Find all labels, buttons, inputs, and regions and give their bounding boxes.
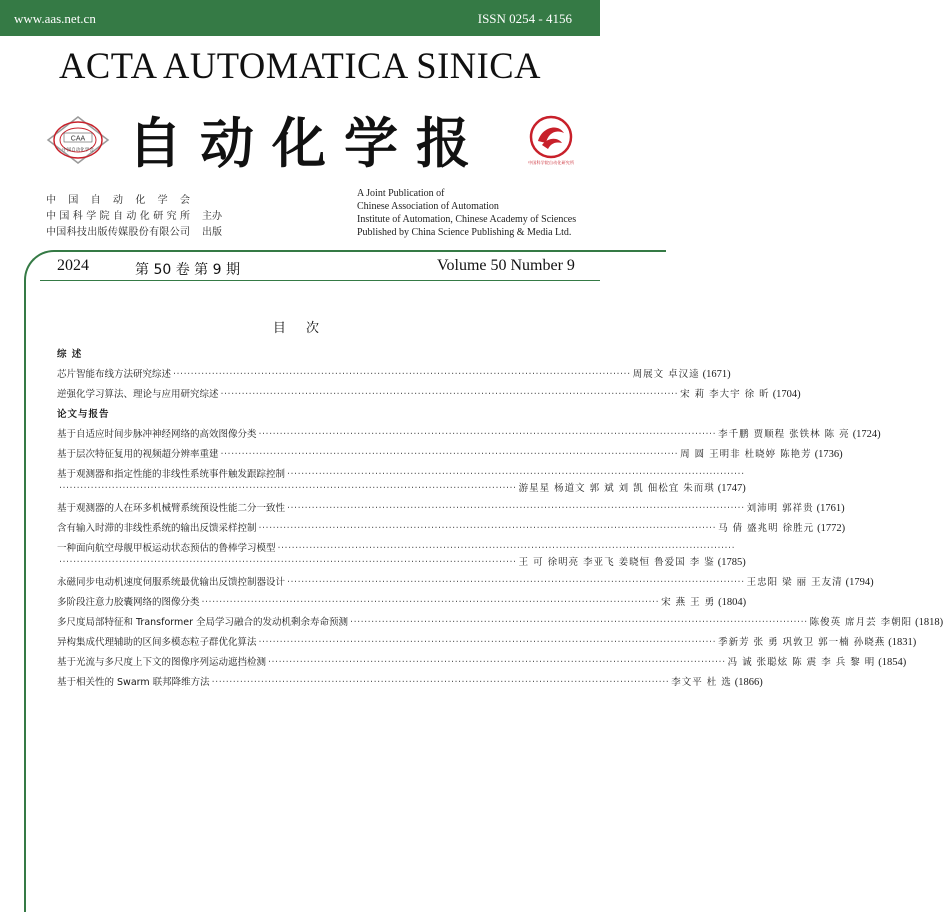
article-page: (1866) (734, 677, 763, 688)
toc-section-heading: 论文与报告 (57, 409, 110, 420)
journal-title-en: ACTA AUTOMATICA SINICA (59, 45, 541, 86)
toc-entry[interactable] (57, 653, 907, 673)
journal-url: www.aas.net.cn (14, 11, 96, 26)
toc-entry[interactable] (57, 573, 874, 593)
toc-title: 目 次 (272, 321, 328, 336)
publisher-en-line: Chinese Association of Automation (357, 201, 499, 212)
article-authors: 宋 燕 王 勇 (661, 597, 716, 608)
article-title: 基于观测器的人在环多机械臂系统预设性能二分一致性 (57, 503, 286, 514)
article-page: (1785) (717, 557, 746, 568)
article-authors: 王忠阳 梁 丽 王友清 (746, 577, 843, 588)
article-title: 含有输入时滞的非线性系统的输出反馈采样控制 (57, 523, 257, 534)
article-title: 异构集成代理辅助的区间多模态粒子群优化算法 (57, 637, 257, 648)
article-authors: 宋 莉 李大宇 徐 昕 (680, 389, 770, 400)
article-authors: 刘沛明 郭祥贵 (746, 503, 814, 514)
article-authors: 季新芳 张 勇 巩敦卫 郭一楠 孙晓燕 (718, 637, 886, 648)
leader-dots: ·································································································································· (277, 543, 736, 554)
toc-entry[interactable] (57, 465, 746, 499)
article-page: (1772) (817, 523, 846, 534)
publisher-role: 主办 (202, 211, 222, 222)
article-authors: 马 倩 盛兆明 徐胜元 (718, 523, 815, 534)
issue-volume-en: Volume 50 Number 9 (437, 257, 575, 274)
article-authors: 陈俊英 席月芸 李朝阳 (809, 617, 913, 628)
article-authors: 冯 诚 张聪炫 陈 震 李 兵 黎 明 (727, 657, 876, 668)
svg-text:中国自动化学会: 中国自动化学会 (62, 148, 94, 153)
toc-entry[interactable] (57, 539, 746, 573)
journal-title-cn: 自动化学报 (128, 112, 488, 175)
publishers-en (357, 187, 576, 239)
publisher-org: 中国科学院自动化研究所 (46, 211, 190, 222)
toc-entry[interactable] (57, 425, 881, 445)
article-title: 逆强化学习算法、理论与应用研究综述 (57, 389, 219, 400)
toc-entry[interactable] (57, 633, 917, 653)
toc-entry[interactable] (57, 499, 845, 519)
issn-label: ISSN 0254 - 4156 (477, 11, 572, 26)
article-authors: 李文平 杜 选 (671, 677, 732, 688)
article-page: (1724) (852, 429, 881, 440)
article-title: 多尺度局部特征和 Transformer 全局学习融合的发动机剩余寿命预测 (57, 617, 349, 628)
leader-dots: ·································································································································· (268, 657, 726, 668)
article-page: (1854) (878, 657, 907, 668)
svg-text:CAA: CAA (70, 135, 86, 143)
leader-dots: ·································································································································· (59, 483, 517, 494)
leader-dots: ·································································································································· (287, 469, 745, 480)
article-title: 多阶段注意力胶囊网络的图像分类 (57, 597, 200, 608)
article-page: (1671) (702, 369, 731, 380)
toc-entry[interactable] (57, 673, 763, 693)
table-of-contents (57, 345, 943, 693)
leader-dots: ·································································································································· (258, 523, 717, 534)
article-page: (1736) (814, 449, 843, 460)
article-authors: 李千鹏 贾顺程 张铁林 陈 亮 (718, 429, 850, 440)
publisher-row (46, 225, 222, 241)
article-title: 基于层次特征复用的视频超分辨率重建 (57, 449, 219, 460)
article-authors: 游星星 杨道文 郭 斌 刘 凯 佃松宜 朱而琪 (518, 483, 715, 494)
publisher-org: 中国科技出版传媒股份有限公司 (46, 227, 190, 238)
publisher-en-line: Institute of Automation, Chinese Academy of Sciences (357, 214, 577, 225)
header-divider (40, 280, 600, 281)
top-banner (0, 0, 600, 36)
article-title: 永磁同步电动机速度伺服系统最优输出反馈控制器设计 (57, 577, 286, 588)
publisher-en-line: Published by China Science Publishing & Media Ltd. (357, 227, 572, 238)
leader-dots: ·································································································································· (211, 677, 670, 688)
toc-entry[interactable] (57, 385, 801, 405)
issue-year: 2024 (57, 257, 89, 274)
publisher-org: 中国自动化学会 (46, 195, 190, 206)
leader-dots: ·································································································································· (59, 557, 517, 568)
article-page: (1831) (888, 637, 917, 648)
article-title: 一种面向航空母舰甲板运动状态预估的鲁棒学习模型 (57, 543, 276, 554)
toc-entry[interactable] (57, 519, 846, 539)
leader-dots: ·································································································································· (287, 503, 745, 514)
leader-dots: ·································································································································· (201, 597, 660, 608)
article-page: (1804) (718, 597, 747, 608)
leader-dots: ·································································································································· (220, 389, 679, 400)
article-title: 芯片智能布线方法研究综述 (57, 369, 172, 380)
article-title: 基于光流与多尺度上下文的图像序列运动遮挡检测 (57, 657, 267, 668)
toc-entry[interactable] (57, 613, 943, 633)
ia-cas-logo (524, 113, 578, 167)
leader-dots: ·································································································································· (258, 637, 717, 648)
leader-dots: ·································································································································· (258, 429, 717, 440)
publisher-en-line: A Joint Publication of (357, 188, 445, 199)
article-authors: 王 可 徐明亮 李亚飞 姜晓恒 鲁爱国 李 鉴 (518, 557, 715, 568)
issue-volume-cn: 第 50 卷 第 9 期 (135, 262, 240, 278)
article-authors: 周 圆 王明非 杜晓婷 陈艳芳 (680, 449, 812, 460)
leader-dots: ·································································································································· (220, 449, 679, 460)
leader-dots: ·································································································································· (350, 617, 808, 628)
toc-entry[interactable] (57, 365, 731, 385)
article-page: (1818) (915, 617, 943, 628)
publisher-row (46, 209, 222, 225)
article-page: (1704) (772, 389, 801, 400)
article-authors: 周展文 卓汉逵 (632, 369, 700, 380)
article-title: 基于观测器和指定性能的非线性系统事件触发跟踪控制 (57, 469, 286, 480)
article-page: (1794) (845, 577, 874, 588)
article-page: (1747) (717, 483, 746, 494)
article-page: (1761) (816, 503, 845, 514)
leader-dots: ·································································································································· (173, 369, 631, 380)
toc-entry[interactable] (57, 593, 747, 613)
caa-logo (42, 113, 114, 167)
article-title: 基于相关性的 Swarm 联邦降维方法 (57, 677, 210, 688)
publishers-cn (46, 193, 222, 241)
toc-entry[interactable] (57, 445, 843, 465)
svg-text:中国科学院自动化研究所: 中国科学院自动化研究所 (527, 160, 575, 165)
publisher-row (46, 193, 222, 209)
leader-dots: ·································································································································· (287, 577, 745, 588)
article-title: 基于自适应时间步脉冲神经网络的高效图像分类 (57, 429, 257, 440)
toc-section-heading: 综 述 (57, 349, 83, 360)
publisher-role: 出版 (202, 227, 222, 238)
